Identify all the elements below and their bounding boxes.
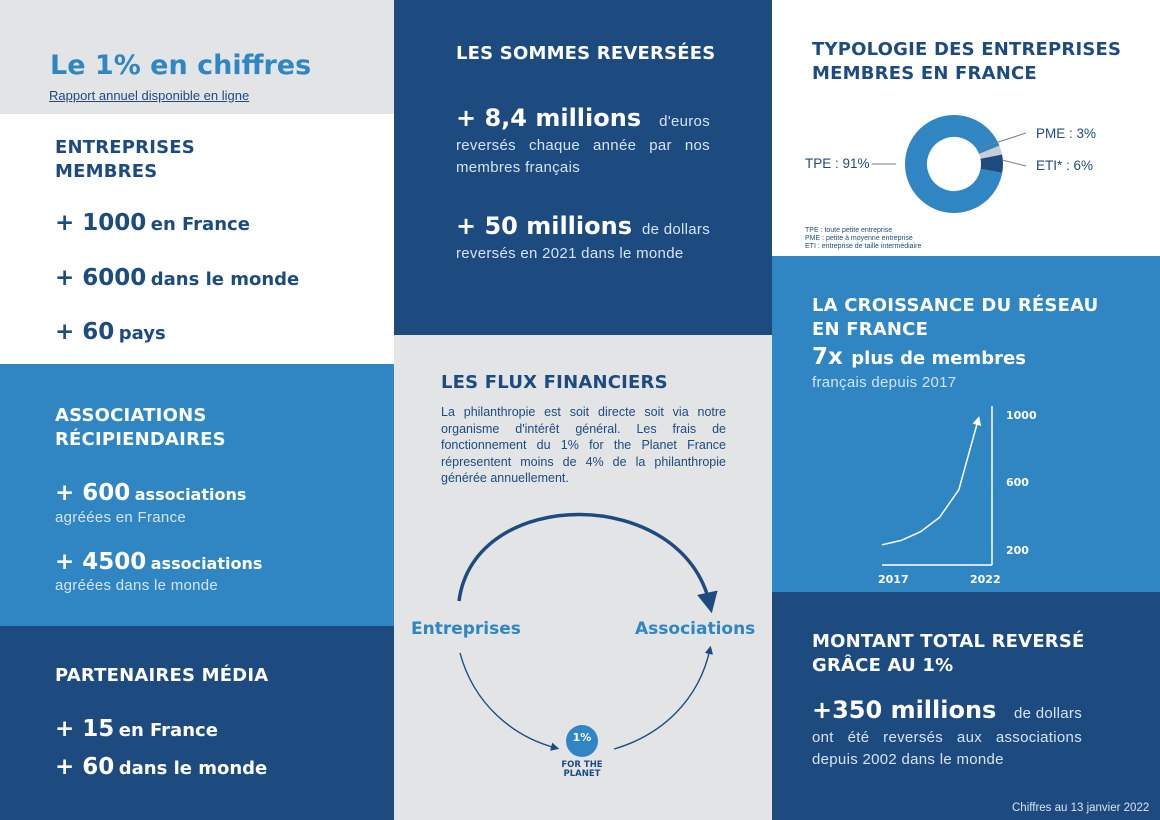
footer-date: Chiffres au 13 janvier 2022 (1012, 802, 1150, 814)
growth-title-line2: EN FRANCE (812, 319, 929, 340)
planet-logo-mark: 1% (572, 731, 592, 744)
header-panel (0, 0, 394, 114)
flux-text-line: répresentent moins de 4% de la philanthropie (441, 454, 726, 469)
total-stat (812, 696, 1082, 724)
media-panel (0, 626, 394, 820)
stat-value: + 15 (55, 716, 115, 742)
growth-stat-sub: français depuis 2017 (812, 374, 957, 391)
associations-panel (0, 364, 394, 626)
associations-stat-france-sub: agréées en France (55, 509, 187, 526)
stat-unit: en France (150, 214, 250, 235)
sums-stat-euros (456, 104, 710, 132)
flux-title: LES FLUX FINANCIERS (441, 372, 668, 393)
x-tick-2017: 2017 (878, 573, 909, 586)
flux-text-line: fonctionnement du 1% for the Planet France (441, 438, 726, 452)
flux-label-associations: Associations (635, 619, 756, 639)
leader-eti (1002, 160, 1026, 166)
associations-title-line2: RÉCIPIENDAIRES (55, 429, 226, 450)
stat-value: + 60 (55, 754, 115, 780)
typology-title-line1: TYPOLOGIE DES ENTREPRISES (812, 39, 1122, 60)
stat-unit: pays (118, 323, 166, 344)
flux-label-entreprises: Entreprises (411, 619, 521, 639)
planet-logo-text1: FOR THE (561, 760, 603, 770)
flux-panel (394, 335, 772, 820)
sums-title: LES SOMMES REVERSÉES (456, 43, 716, 64)
typology-notes (805, 227, 921, 251)
x-tick-2022: 2022 (970, 573, 1001, 586)
associations-stat-france (55, 480, 246, 506)
label-eti: ETI* : 6% (1036, 158, 1094, 173)
growth-curve (882, 421, 978, 545)
total-line2: ont été reversés aux associations (812, 729, 1082, 746)
total-line3: depuis 2002 dans le monde (812, 751, 1004, 768)
label-tpe: TPE : 91% (805, 156, 870, 171)
note-pme: PME : petite à moyenne entreprise (805, 235, 913, 242)
media-stat-world (55, 754, 267, 780)
arrow-left-down (460, 653, 556, 748)
stat-unit: associations (150, 554, 263, 573)
donut-slices (905, 115, 1004, 214)
total-title-line2: GRÂCE AU 1% (812, 655, 954, 676)
stat-value: + 6000 (55, 265, 147, 291)
stat-unit: plus de membres (851, 348, 1026, 369)
total-panel (772, 592, 1160, 820)
planet-logo-text2: PLANET (563, 769, 601, 779)
stat-unit: associations (134, 485, 247, 504)
y-tick-1000: 1000 (1006, 409, 1037, 422)
stat-value: +350 millions (812, 696, 997, 724)
members-title-line2: MEMBRES (55, 161, 158, 182)
flux-text-line: La philanthropie est soit directe soit via notre (441, 405, 726, 419)
sums-panel (394, 0, 772, 335)
sums-stat-dollars-line2: reversés en 2021 dans le monde (456, 245, 684, 262)
stat-unit: de dollars (1013, 705, 1082, 722)
page-title: Le 1% en chiffres (50, 50, 312, 81)
flux-text-line: organisme d'intérêt général. Les frais de (441, 421, 726, 436)
stat-unit: en France (118, 720, 218, 741)
flux-diagram (394, 335, 772, 820)
growth-panel (772, 256, 1160, 592)
media-stat-france (55, 716, 218, 742)
typology-title-line2: MEMBRES EN FRANCE (812, 63, 1037, 84)
typology-donut-chart (772, 0, 1160, 256)
y-tick-200: 200 (1006, 544, 1029, 557)
stat-unit: dans le monde (118, 758, 268, 779)
associations-title-line1: ASSOCIATIONS (55, 405, 207, 426)
members-stat-countries (55, 319, 166, 345)
associations-stat-world (55, 549, 262, 575)
members-panel (0, 114, 394, 364)
stat-unit: de dollars (641, 221, 710, 238)
media-title: PARTENAIRES MÉDIA (55, 665, 269, 686)
growth-title-line1: LA CROISSANCE DU RÉSEAU (812, 295, 1099, 316)
note-eti: ETI : entreprise de taille intermédiaire (805, 243, 922, 250)
report-link[interactable]: Rapport annuel disponible en ligne (49, 88, 250, 103)
sums-stat-euros-line2: reversés chaque année par nos (456, 137, 710, 154)
sums-stat-dollars (456, 212, 710, 240)
stat-value: + 600 (55, 480, 131, 506)
growth-line-chart (772, 256, 1160, 592)
stat-value: + 8,4 millions (456, 104, 642, 132)
stat-value: + 1000 (55, 210, 147, 236)
typology-panel (772, 0, 1160, 256)
note-tpe: TPE : toute petite entreprise (805, 227, 893, 234)
members-stat-france (55, 210, 250, 236)
stat-unit: dans le monde (150, 269, 300, 290)
y-tick-600: 600 (1006, 476, 1029, 489)
arrow-right-up (614, 649, 710, 749)
label-pme: PME : 3% (1036, 126, 1097, 141)
arrow-top (459, 514, 710, 605)
stat-value: + 4500 (55, 549, 147, 575)
total-title-line1: MONTANT TOTAL REVERSÉ (812, 631, 1085, 652)
stat-value: + 50 millions (456, 212, 632, 240)
members-stat-world (55, 265, 299, 291)
sums-stat-euros-line3: membres français (456, 159, 581, 176)
stat-value: + 60 (55, 319, 115, 345)
members-title-line1: ENTREPRISES (55, 137, 195, 158)
associations-stat-world-sub: agréées dans le monde (55, 577, 219, 594)
stat-value: 7x (812, 344, 843, 370)
flux-text-line: générée annuellement. (441, 471, 569, 485)
stat-unit: d'euros (659, 113, 710, 130)
